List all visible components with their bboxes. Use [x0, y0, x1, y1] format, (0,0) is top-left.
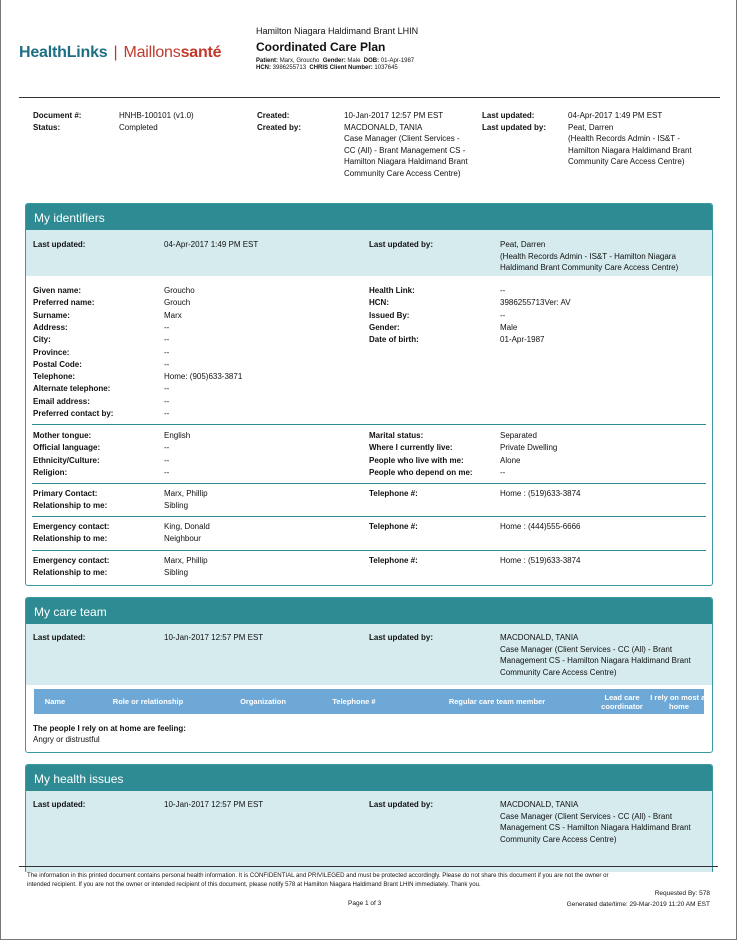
- care-team-table-header: [34, 689, 708, 714]
- feeling-label: The people I rely on at home are feeling:: [33, 724, 186, 733]
- lub-line: Community Care Access Centre): [500, 834, 617, 844]
- healthlinks-logo: [19, 44, 221, 62]
- last-updated-band: [26, 791, 712, 872]
- field-value: --: [164, 384, 170, 394]
- column-header: Regular care team member: [448, 697, 546, 706]
- contact-name: Marx, Phillip: [164, 489, 208, 498]
- lub-label: Last updated by:: [369, 633, 434, 642]
- lub-line: Case Manager (Client Services - CC (All) - Brant: [500, 644, 673, 654]
- lub-label: Last updated by:: [369, 800, 434, 809]
- lub-line: MACDONALD, TANIA: [500, 800, 579, 809]
- field-value: --: [164, 396, 170, 406]
- dob-value: 01-Apr-1987: [380, 58, 415, 64]
- section-divider: [32, 516, 706, 517]
- field-value: --: [164, 455, 170, 465]
- document-title: Coordinated Care Plan: [256, 40, 386, 54]
- field-label: Religion:: [33, 467, 68, 477]
- relationship-label: Relationship to me:: [33, 534, 108, 544]
- field-label: Given name:: [33, 286, 82, 295]
- patient-line: [256, 58, 418, 64]
- created-value: 10-Jan-2017 12:57 PM EST: [344, 111, 444, 120]
- patient-label: Patient:: [256, 58, 279, 64]
- field-label: Email address:: [33, 396, 90, 406]
- lu-label: Last updated:: [33, 240, 86, 249]
- dob-label: DOB:: [363, 58, 380, 64]
- field-label: Official language:: [33, 443, 101, 453]
- column-header: Lead care coordinator: [601, 692, 643, 711]
- lub-value: [500, 799, 691, 845]
- hcn-line: [256, 65, 418, 71]
- requested-by: Requested By: 578: [654, 890, 710, 897]
- relationship-label: Relationship to me:: [33, 501, 108, 511]
- created-by-value: [344, 122, 468, 180]
- updated-by-line: Hamilton Niagara Haldimand Brant: [568, 145, 692, 155]
- feeling-value: Angry or distrustful: [33, 735, 100, 744]
- field-label: Province:: [33, 347, 70, 357]
- column-header: Organization: [240, 697, 286, 706]
- field-value: Grouch: [164, 298, 191, 308]
- field-label: Address:: [33, 322, 68, 332]
- field-value: Separated: [500, 431, 537, 440]
- field-label: Date of birth:: [369, 335, 419, 345]
- field-value: --: [164, 409, 170, 418]
- field-label: Telephone:: [33, 372, 76, 382]
- column-header: I rely on most at home: [650, 692, 708, 711]
- field-label: Alternate telephone:: [33, 384, 111, 394]
- updated-by-line: Peat, Darren: [568, 122, 614, 132]
- disclaimer-line: intended recipient. If you are not the owner or intended recipient of this document, please notify 578 at Hamilton Niagara Haldimand Brant LHIN immediately. Thank you.: [27, 881, 481, 888]
- field-value: English: [164, 431, 191, 440]
- created-label: Created:: [257, 111, 290, 120]
- lu-label: Last updated:: [33, 633, 86, 642]
- field-label: Issued By:: [369, 310, 410, 320]
- field-value: --: [164, 322, 170, 332]
- last-updated-label: Last updated:: [482, 111, 535, 120]
- section-my-health-issues: [25, 764, 713, 872]
- field-label: Where I currently live:: [369, 443, 453, 453]
- column-header: Name: [44, 697, 66, 706]
- field-value: --: [164, 359, 170, 369]
- field-value: --: [164, 443, 170, 453]
- section-title: My identifiers: [26, 204, 712, 230]
- field-value: --: [500, 286, 506, 295]
- lub-line: Management CS - Hamilton Niagara Haldimand Brant: [500, 823, 691, 832]
- lub-line: Case Manager (Client Services - CC (All) - Brant: [500, 811, 673, 821]
- contact-name: King, Donald: [164, 522, 210, 531]
- logo-text-fr: Maillons: [123, 44, 181, 61]
- section-my-care-team: [25, 597, 713, 753]
- status-value: Completed: [119, 122, 158, 132]
- field-value: --: [164, 335, 170, 345]
- lub-line: MACDONALD, TANIA: [500, 633, 579, 642]
- field-value: --: [164, 347, 170, 357]
- field-value: Private Dwelling: [500, 443, 558, 453]
- hcn-value: 3986255713: [272, 65, 307, 71]
- field-value: --: [500, 467, 506, 477]
- field-label: Preferred name:: [33, 298, 95, 308]
- chris-label: CHRIS Client Number:: [309, 65, 373, 71]
- last-updated-value: 04-Apr-2017 1:49 PM EST: [568, 111, 663, 120]
- telephone-label: Telephone #:: [369, 489, 418, 498]
- lub-value: [500, 239, 678, 274]
- field-label: Health Link:: [369, 286, 415, 295]
- field-value: 01-Apr-1987: [500, 335, 545, 345]
- generated-datetime: Generated date/time: 29-Mar-2019 11:20 AM EST: [566, 901, 710, 908]
- section-divider: [32, 424, 706, 425]
- field-value: 3986255713Ver: AV: [500, 298, 571, 308]
- telephone-value: Home : (519)633-3874: [500, 556, 581, 565]
- created-by-label: Created by:: [257, 122, 302, 132]
- field-label: Preferred contact by:: [33, 409, 114, 418]
- column-header: Role or relationship: [112, 697, 184, 706]
- lu-label: Last updated:: [33, 800, 86, 809]
- document-header: [1, 0, 737, 98]
- relationship-label: Relationship to me:: [33, 568, 108, 578]
- field-value: Alone: [500, 455, 521, 465]
- contact-type-label: Primary Contact:: [33, 489, 98, 498]
- created-by-line: CC (All) - Brant Management CS -: [344, 145, 466, 155]
- field-label: Gender:: [369, 322, 400, 332]
- last-updated-by-value: [568, 122, 692, 168]
- gender-label: Gender:: [322, 58, 346, 64]
- relationship-value: Neighbour: [164, 534, 201, 544]
- doc-number-value: HNHB-100101 (v1.0): [119, 111, 194, 120]
- chris-value: 1037645: [374, 65, 398, 71]
- gender-value: Male: [347, 58, 361, 64]
- created-by-line: MACDONALD, TANIA: [344, 122, 423, 132]
- last-updated-by-label: Last updated by:: [482, 122, 547, 132]
- lub-line: (Health Records Admin - IS&T - Hamilton Niagara: [500, 251, 676, 261]
- lub-value: [500, 632, 691, 678]
- lu-value: 10-Jan-2017 12:57 PM EST: [164, 800, 264, 809]
- page-number: Page 1 of 3: [348, 900, 382, 907]
- field-value: --: [164, 467, 170, 477]
- contact-type-label: Emergency contact:: [33, 556, 110, 565]
- field-value: Home: (905)633-3871: [164, 372, 243, 382]
- field-label: People who depend on me:: [369, 467, 473, 477]
- field-label: Surname:: [33, 310, 70, 320]
- header-divider: [19, 97, 720, 98]
- updated-by-line: (Health Records Admin - IS&T -: [568, 134, 680, 143]
- telephone-label: Telephone #:: [369, 522, 418, 531]
- field-value: Male: [500, 322, 518, 332]
- lub-line: Community Care Access Centre): [500, 667, 617, 677]
- org-name: Hamilton Niagara Haldimand Brant LHIN: [256, 26, 419, 36]
- status-label: Status:: [33, 122, 61, 132]
- field-label: Postal Code:: [33, 359, 82, 369]
- lu-value: 10-Jan-2017 12:57 PM EST: [164, 633, 264, 642]
- field-value: --: [500, 310, 506, 320]
- created-by-line: Hamilton Niagara Haldimand Brant: [344, 157, 468, 166]
- field-value: Groucho: [164, 286, 195, 295]
- last-updated-band: [26, 624, 712, 685]
- updated-by-line: Community Care Access Centre): [568, 157, 685, 166]
- lub-label: Last updated by:: [369, 240, 434, 249]
- telephone-label: Telephone #:: [369, 556, 418, 565]
- telephone-value: Home : (444)555-6666: [500, 522, 581, 531]
- contact-type-label: Emergency contact:: [33, 522, 110, 531]
- last-updated-band: [26, 230, 712, 276]
- field-label: Marital status:: [369, 431, 424, 440]
- field-label: Mother tongue:: [33, 431, 92, 440]
- field-label: Ethnicity/Culture:: [33, 455, 100, 465]
- logo-text-fr-bold: santé: [180, 44, 222, 61]
- relationship-value: Sibling: [164, 501, 189, 511]
- field-label: HCN:: [369, 298, 389, 308]
- field-label: City:: [33, 335, 51, 345]
- created-by-line: Community Care Access Centre): [344, 168, 461, 178]
- column-header: Telephone #: [332, 697, 376, 706]
- patient-value: Marx, Groucho: [279, 58, 320, 64]
- field-value: Marx: [164, 310, 182, 320]
- logo-text-en: HealthLinks: [19, 44, 108, 61]
- lub-line: Management CS - Hamilton Niagara Haldimand Brant: [500, 656, 691, 665]
- footer-divider: [19, 866, 718, 867]
- lub-line: Haldimand Brant Community Care Access Centre): [500, 263, 679, 272]
- doc-number-label: Document #:: [33, 111, 82, 120]
- lub-line: Peat, Darren: [500, 240, 546, 249]
- section-my-identifiers: [25, 203, 713, 586]
- hcn-label: HCN:: [256, 65, 271, 71]
- section-title: My care team: [26, 598, 712, 624]
- lu-value: 04-Apr-2017 1:49 PM EST: [164, 240, 259, 249]
- contact-name: Marx, Phillip: [164, 556, 208, 565]
- section-title: My health issues: [26, 765, 712, 791]
- telephone-value: Home : (519)633-3874: [500, 489, 581, 498]
- header-info: [256, 26, 418, 71]
- logo-divider: |: [113, 44, 118, 61]
- created-by-line: Case Manager (Client Services -: [344, 134, 460, 143]
- disclaimer-line: The information in this printed document contains personal health information. It is CONFIDENTIAL and PRIVILEGED and must be protected accordingly. Please do not share this document if you are not the owner or: [27, 872, 609, 879]
- section-divider: [32, 550, 706, 551]
- field-label: People who live with me:: [369, 455, 464, 465]
- relationship-value: Sibling: [164, 568, 189, 578]
- confidentiality-notice: [27, 871, 717, 889]
- section-divider: [32, 483, 706, 484]
